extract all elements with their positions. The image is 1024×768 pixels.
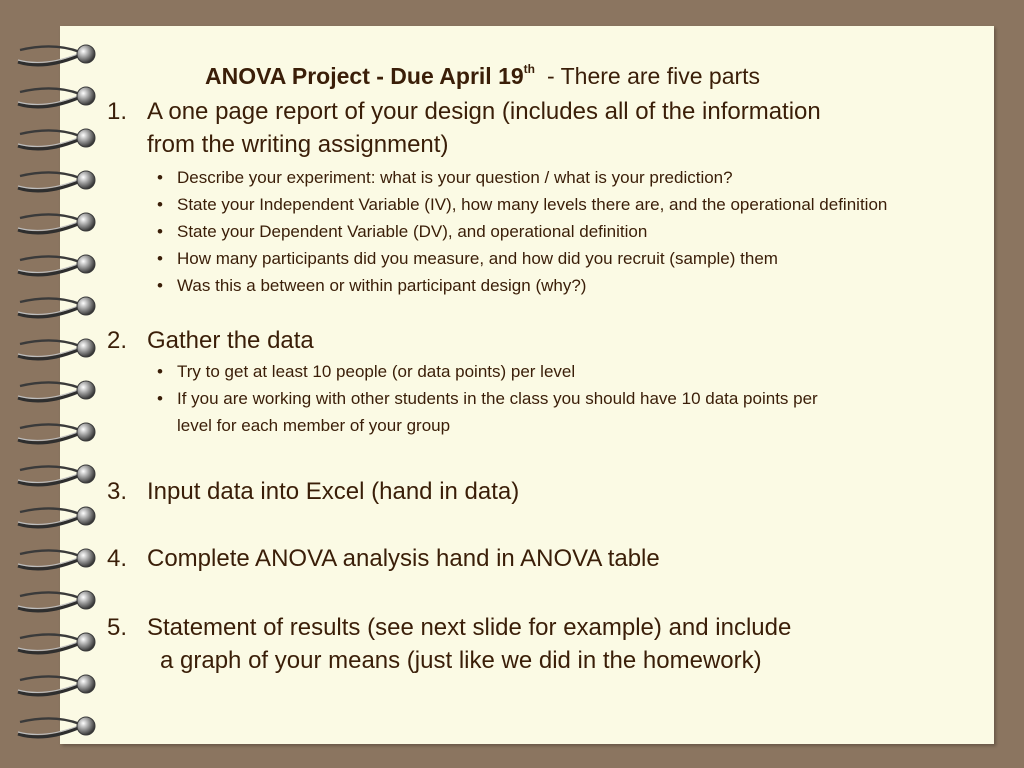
- binding-ring: [14, 208, 104, 238]
- item-text: Gather the data: [147, 327, 314, 354]
- item-text: Input data into Excel (hand in data): [147, 478, 520, 505]
- slide-title: [205, 62, 760, 90]
- item-number: 2.: [107, 327, 128, 354]
- bullet-item: • If you are working with other students in the class you should have 10 data points per: [157, 389, 818, 408]
- binding-ring: [14, 40, 104, 70]
- item-number: 4.: [107, 545, 128, 572]
- binding-ring: [14, 376, 104, 406]
- binding-ring: [14, 292, 104, 322]
- binding-ring: [14, 82, 104, 112]
- title-subtitle: - There are five parts: [546, 63, 761, 89]
- list-item-4: [107, 543, 660, 575]
- spiral-binding: [0, 0, 110, 768]
- binding-ring: [14, 712, 104, 742]
- bullet-continuation: level for each member of your group: [177, 416, 451, 435]
- binding-ring: [14, 460, 104, 490]
- binding-ring: [14, 250, 104, 280]
- list-item-2: [107, 325, 314, 357]
- binding-ring: [14, 670, 104, 700]
- binding-ring: [14, 418, 104, 448]
- item-number: 3.: [107, 478, 128, 505]
- list-item-5: [107, 612, 791, 644]
- title-superscript: th: [523, 62, 535, 76]
- list-item-1: [107, 96, 821, 128]
- item-number: 1.: [107, 98, 128, 125]
- list-item-3: [107, 476, 519, 508]
- binding-ring: [14, 124, 104, 154]
- binding-ring: [14, 544, 104, 574]
- title-main: ANOVA Project - Due April 19: [205, 63, 524, 89]
- binding-ring: [14, 334, 104, 364]
- item-text: A one page report of your design (includes all of the information: [147, 98, 821, 125]
- binding-ring: [14, 166, 104, 196]
- bullet-item: • Try to get at least 10 people (or data points) per level: [157, 362, 576, 381]
- binding-ring: [14, 502, 104, 532]
- bullet-item: • How many participants did you measure, and how did you recruit (sample) them: [157, 249, 778, 268]
- list-item-1-continuation: from the writing assignment): [147, 131, 449, 158]
- binding-ring: [14, 586, 104, 616]
- bullet-item: • Was this a between or within participant design (why?): [157, 276, 587, 295]
- bullet-item: • State your Independent Variable (IV), how many levels there are, and the operational definition: [157, 195, 888, 214]
- item-text: Statement of results (see next slide for example) and include: [147, 614, 792, 641]
- item-number: 5.: [107, 614, 128, 641]
- bullet-item: • Describe your experiment: what is your question / what is your prediction?: [157, 168, 733, 187]
- item-text: Complete ANOVA analysis hand in ANOVA table: [147, 545, 660, 572]
- list-item-5-continuation: a graph of your means (just like we did in the homework): [160, 647, 762, 674]
- binding-ring: [14, 628, 104, 658]
- bullet-item: • State your Dependent Variable (DV), and operational definition: [157, 222, 648, 241]
